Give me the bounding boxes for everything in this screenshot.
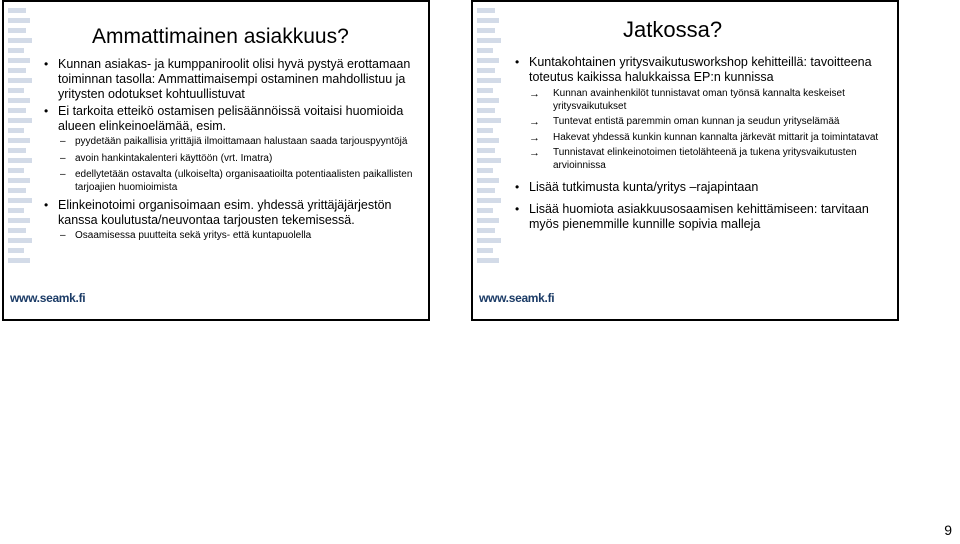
bullet-item: • Lisää huomiota asiakkuusosaamisen kehittämiseen: tarvitaan myös pienemmille kunnille sopivia malleja	[513, 202, 893, 232]
arrow-item-text: Tunnistavat elinkeinotoimen tietolähteenä ja tukena yritysvaikutusten arvioinnissa	[553, 147, 857, 171]
arrow-item-text: Hakevat yhdessä kunkin kunnan kannalta järkevät mittarit ja toimintatavat	[553, 131, 879, 143]
arrow-item-text: Tuntevat entistä paremmin oman kunnan ja seudun yrityselämää	[553, 116, 840, 127]
bullet-item: • Kuntakohtainen yritysvaikutusworkshop kehitteillä: tavoitteena toteutus kaikissa halukkaissa EP:n kunnissa	[513, 55, 893, 85]
slide-content	[42, 57, 422, 247]
slide-ammattimainen-asiakkuus	[2, 0, 430, 321]
arrow-item	[513, 88, 893, 113]
slide-content	[513, 55, 893, 234]
seamk-logo: www.seamk.fi	[479, 291, 555, 305]
decorative-stripes	[4, 2, 34, 286]
sub-bullet-item: – pyydetään paikallisia yrittäjiä ilmoittamaan halustaan saada tarjouspyyntöjä	[42, 136, 422, 149]
sub-bullet-item: – avoin hankintakalenteri käyttöön (vrt. Imatra)	[42, 153, 422, 166]
sub-bullet-item: – edellytetään ostavalta (ulkoiselta) organisaatioilta potentiaalisten paikallisten tarjoajien huomioimista	[42, 169, 422, 194]
arrow-item	[513, 116, 893, 129]
decorative-stripes	[473, 2, 503, 286]
bullet-item: • Ei tarkoita etteikö ostamisen pelisäännöissä voitaisi huomioida alueen elinkeinoelämää, esim.	[42, 104, 422, 134]
arrow-icon: →	[529, 147, 540, 159]
slide-title: Jatkossa?	[623, 17, 723, 42]
arrow-icon: →	[529, 116, 540, 128]
page-number: 9	[944, 522, 952, 538]
sub-bullet-item: – Osaamisessa puutteita sekä yritys- että kuntapuolella	[42, 230, 422, 243]
seamk-logo: www.seamk.fi	[10, 291, 86, 305]
arrow-item-text: Kunnan avainhenkilöt tunnistavat oman työnsä kannalta keskeiset yritysvaikutukset	[553, 88, 845, 112]
arrow-icon: →	[529, 131, 540, 144]
bullet-item: • Kunnan asiakas- ja kumppaniroolit olisi hyvä pystyä erottamaan toiminnan tasolla: Ammattimaisempi ostaminen mahdollistuu ja yritysten odotukset kohtuullistuvat	[42, 57, 422, 102]
slide-jatkossa	[471, 0, 899, 321]
bullet-item: • Elinkeinotoimi organisoimaan esim. yhdessä yrittäjäjärjestön kanssa koulutusta/neuvontaa tarjousten tekemisessä.	[42, 198, 422, 228]
bullet-item: • Lisää tutkimusta kunta/yritys –rajapintaan	[513, 180, 893, 195]
slide-title: Ammattimainen asiakkuus?	[92, 25, 349, 48]
arrow-icon: →	[529, 88, 540, 100]
arrow-item	[513, 132, 893, 145]
arrow-item	[513, 147, 893, 172]
